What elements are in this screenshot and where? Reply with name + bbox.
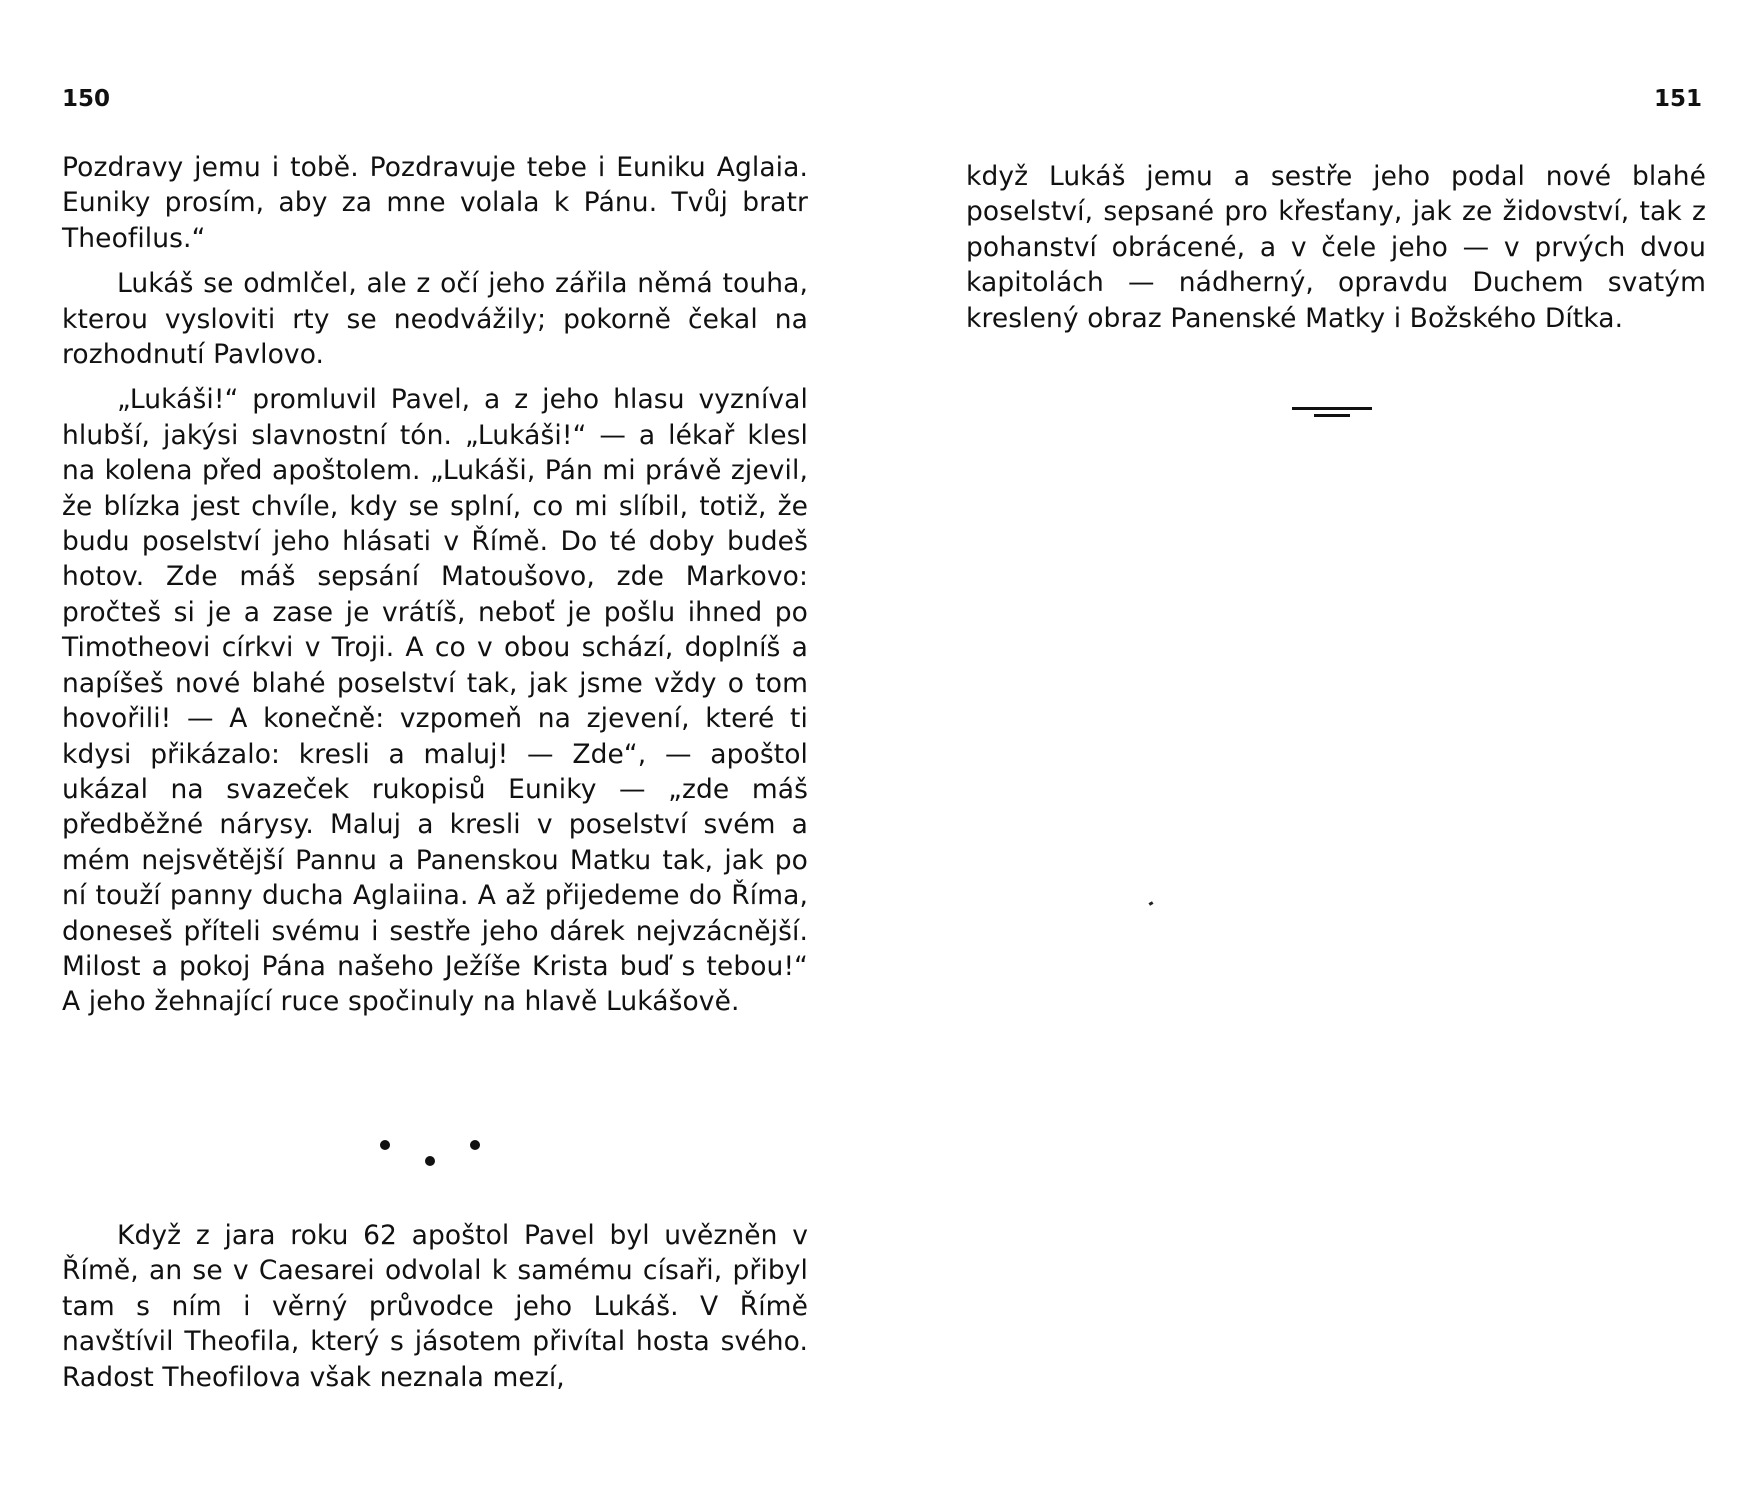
left-page-text-after-break [62, 1218, 808, 1405]
paragraph-letter-closing: Pozdravy jemu i tobě. Pozdravuje tebe i Euniku Aglaia. Euniky prosím, aby za mne volala k Pánu. Tvůj bratr Theofilus.“ [62, 152, 808, 254]
right-page [882, 0, 1764, 1500]
right-page-text [966, 159, 1706, 346]
chapter-end-rule [1292, 407, 1372, 419]
paragraph-rome-arrival: Když z jara roku 62 apoštol Pavel byl uvězněn v Římě, an se v Caesarei odvolal k samému císaři, přibyl tam s ním i věrný průvodce jeho Lukáš. V Římě navštívil Theofila, který s jásotem přivítal hosta svého. Radost Theofilova však neznala mezí, [62, 1220, 808, 1393]
paragraph-lukas-silence: Lukáš se odmlčel, ale z očí jeho zářila němá touha, kterou vysloviti rty se neodvážily; pokorně čekal na rozhodnutí Pavlovo. [62, 268, 808, 371]
page-number-left: 150 [62, 86, 111, 112]
left-page-text [62, 150, 808, 1030]
page-number-right: 151 [1653, 86, 1702, 112]
ink-speck [1149, 901, 1154, 906]
paragraph-pavel-speech: „Lukáši!“ promluvil Pavel, a z jeho hlasu vyzníval hlubší, jakýsi slavnostní tón. „Lukáši!“ — a lékař klesl na kolena před apoštolem. „Lukáši, Pán mi právě zjevil, že blízka jest chvíle, kdy se splní, co mi slíbil, totiž, že budu poselství jeho hlásati v Římě. Do té doby budeš hotov. Zde máš sepsání Matoušovo, zde Markovo: pročteš si je a zase je vrátíš, neboť je pošlu ihned po Timotheovi církvi v Troji. A co v obou schází, doplníš a napíšeš nové blahé poselství tak, jak jsme vždy o tom hovořili! — A konečně: vzpomeň na zjevení, které ti kdysi přikázalo: kresli a maluj! — Zde“, — apoštol ukázal na svazeček rukopisů Euniky — „zde máš předběžné nárysy. Maluj a kresli v poselství svém a mém nejsvětější Pannu a Panenskou Matku tak, jak po ní touží panny ducha Aglaiina. A až přijedeme do Říma, doneseš příteli svému i sestře jeho dárek nejvzácnější. Milost a pokoj Pána našeho Ježíše Krista buď s tebou!“ A jeho žehnající ruce spočinuly na hlavě Lukášově. [62, 384, 808, 1018]
section-break-ornament [380, 1140, 500, 1190]
paragraph-gospel-gift: když Lukáš jemu a sestře jeho podal nové blahé poselství, sepsané pro křesťany, jak ze židovství, tak z pohanství obrácené, a v čele jeho — v prvých dvou kapitolách — nádherný, opravdu Duchem svatým kreslený obraz Panenské Matky i Božského Dítka. [966, 161, 1706, 334]
